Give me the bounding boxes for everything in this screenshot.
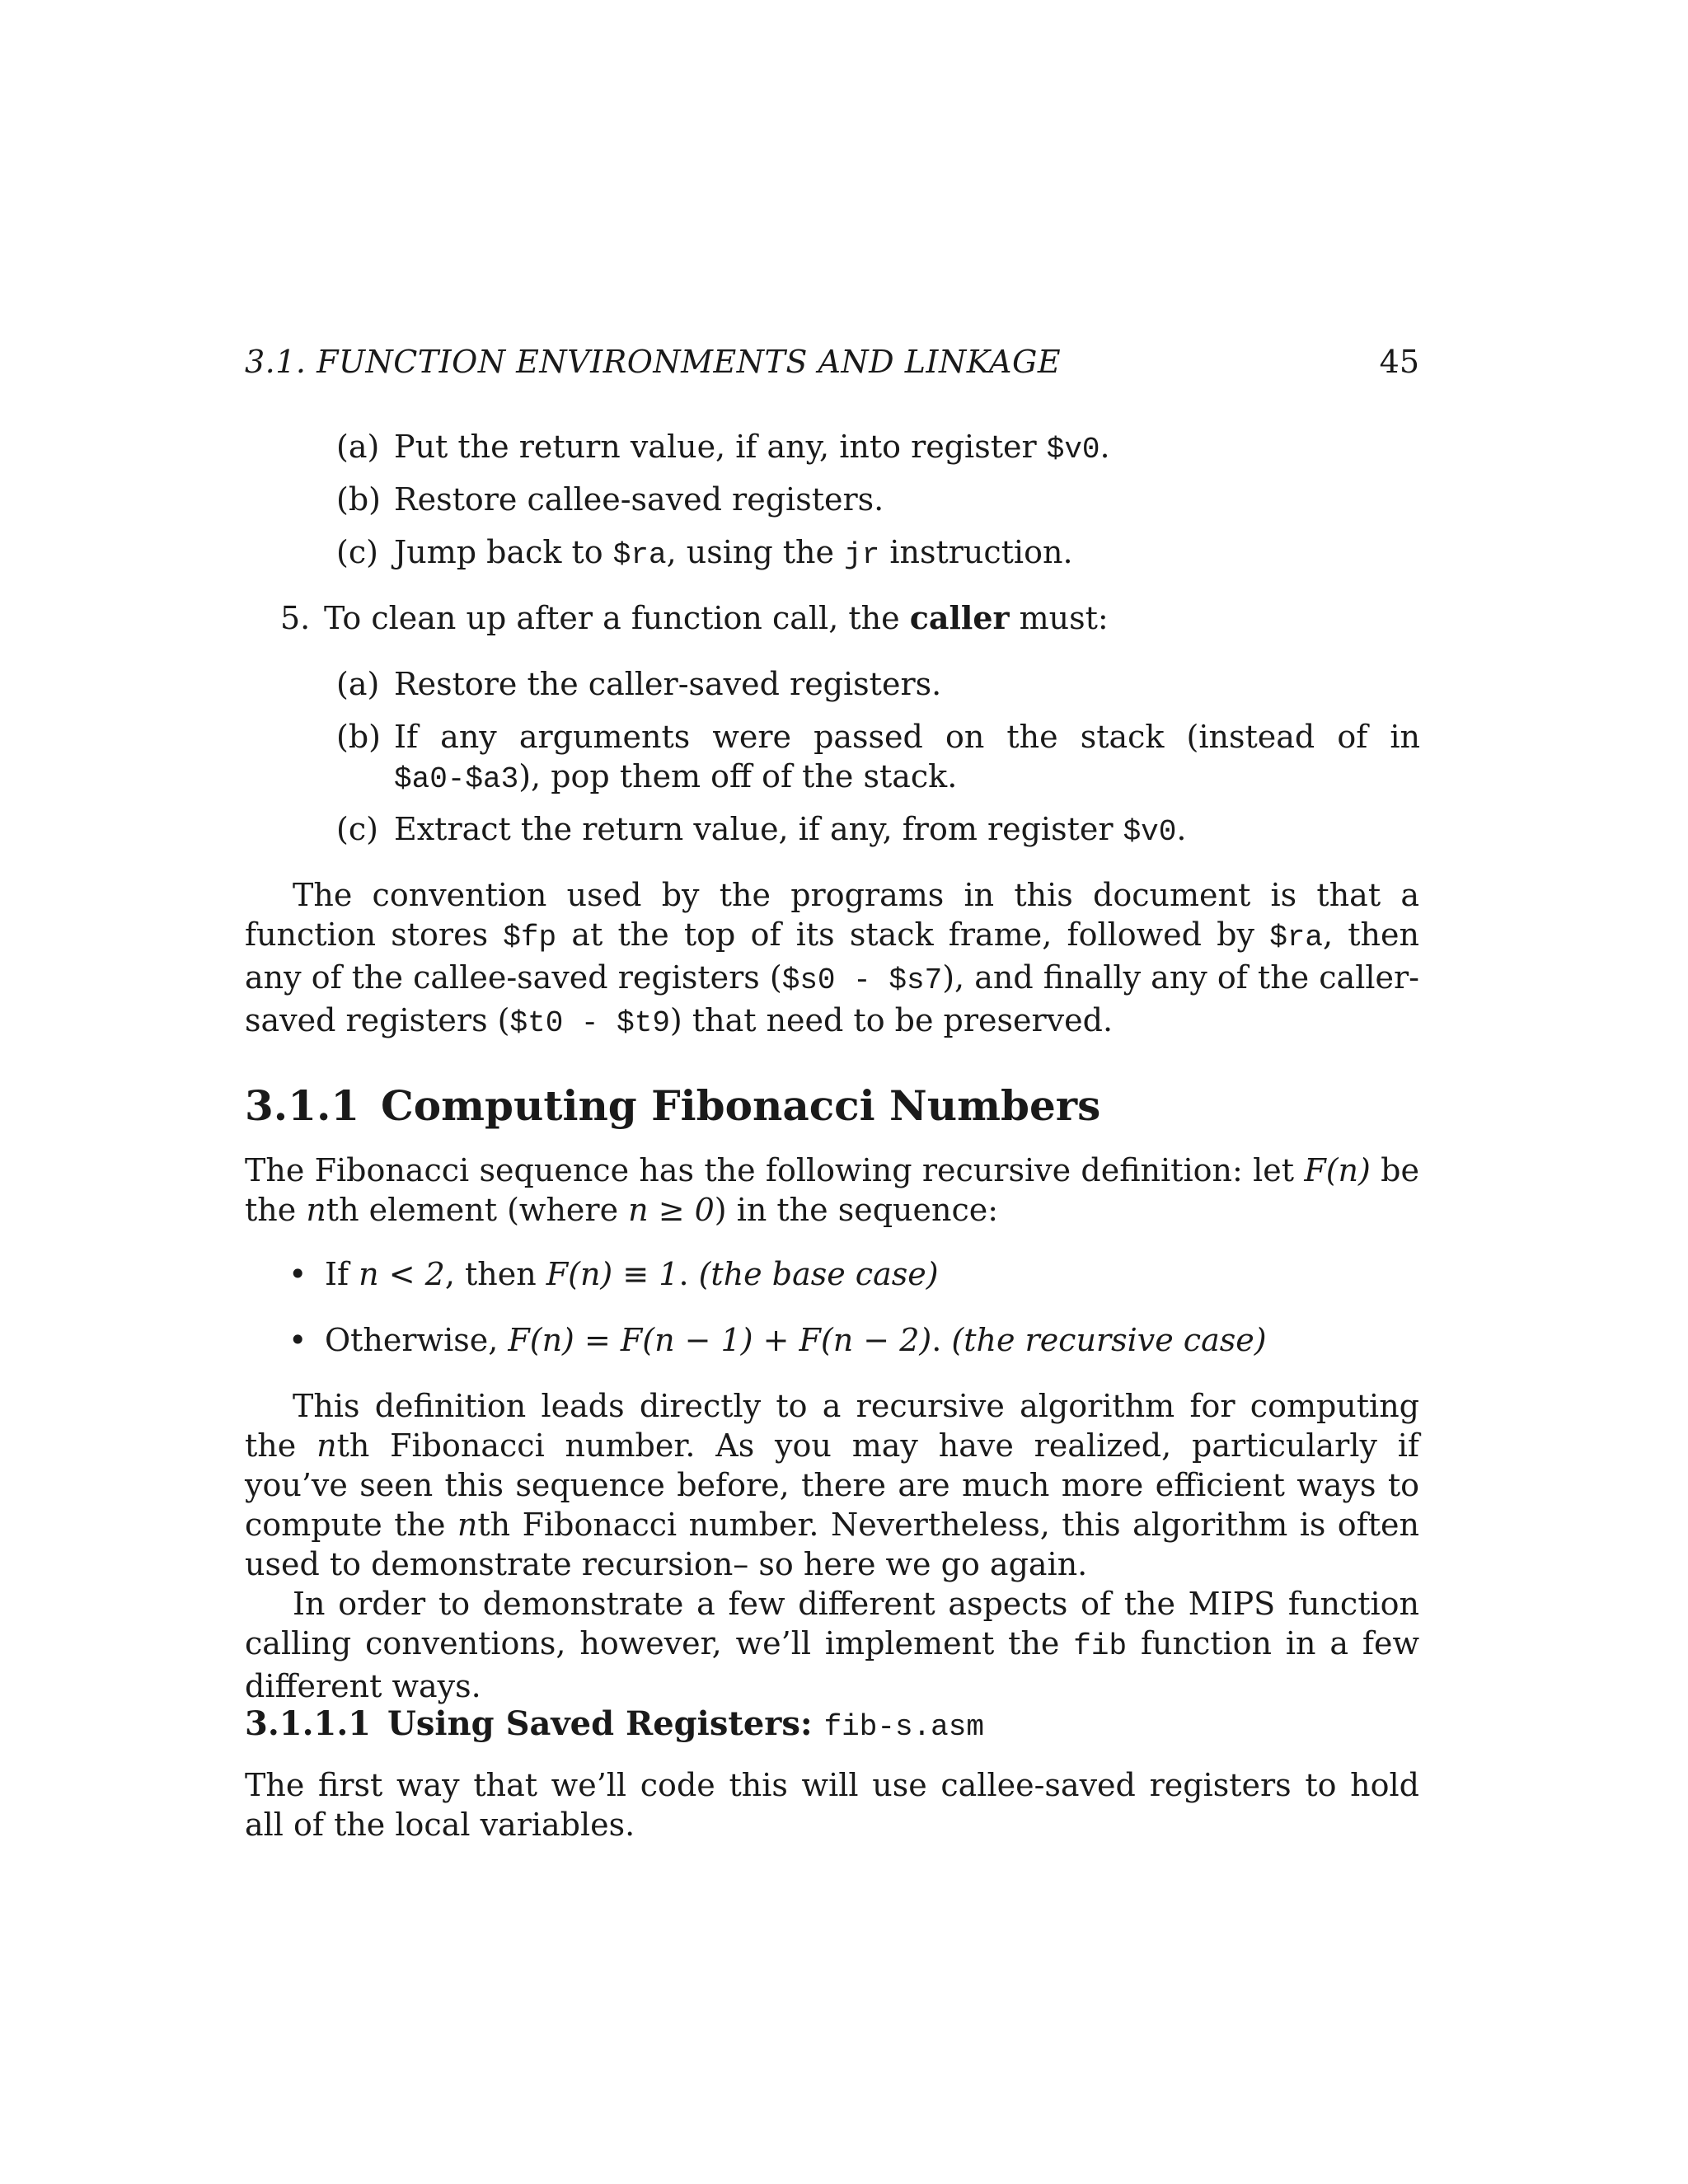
para-text: ) in the sequence: — [714, 1192, 999, 1228]
subsection-title: Using Saved Registers: — [387, 1704, 824, 1743]
inline-code: $a0-$a3 — [394, 762, 519, 796]
para-text: ) that need to be preserved. — [669, 1002, 1114, 1038]
list-item — [336, 664, 1420, 704]
enum-item-5 — [280, 598, 1418, 638]
list-label: (b) — [336, 719, 381, 755]
list-label: (a) — [336, 429, 380, 465]
para-text: ), and finally any of the caller-saved registers ( — [245, 959, 1419, 1038]
enum-text: must: — [1009, 600, 1109, 636]
bullet-icon: • — [288, 1322, 307, 1358]
math: n — [306, 1192, 326, 1228]
list-text: Put the return value, if any, into register — [394, 429, 1047, 465]
para-text: th element (where — [326, 1192, 629, 1228]
list-text: instruction. — [879, 534, 1073, 570]
bullet-note: (the recursive case) — [951, 1322, 1267, 1358]
bullet-text: Otherwise, — [325, 1322, 509, 1358]
math: F(n) ≡ 1 — [546, 1256, 679, 1292]
inline-code: $t0 - $t9 — [509, 1006, 670, 1040]
inline-code: fib — [1073, 1629, 1128, 1663]
math: n ≥ 0 — [628, 1192, 715, 1228]
page-number: 45 — [1379, 344, 1419, 380]
para-text: function in a few different ways. — [245, 1625, 1419, 1704]
subsection-code: fib-s.asm — [823, 1710, 984, 1744]
math: F(n) — [1304, 1152, 1371, 1188]
running-head — [245, 342, 1419, 382]
running-head-section: 3.1. FUNCTION ENVIRONMENTS AND LINKAGE — [245, 344, 1062, 380]
list-label: (b) — [336, 481, 381, 518]
enum-text: To clean up after a function call, the — [324, 600, 910, 636]
para-text: th Fibonacci number. As you may have realized, particularly if you’ve seen this sequence before, there are much more efficient ways to compute the — [245, 1427, 1419, 1543]
list-item — [336, 809, 1420, 852]
list-text: Extract the return value, if any, from register — [394, 811, 1123, 847]
fib-intro-paragraph — [245, 1151, 1419, 1230]
inline-code: jr — [844, 538, 880, 572]
enum-label: 5. — [280, 600, 311, 636]
list-text: ), pop them off of the stack. — [518, 758, 958, 794]
list-text: Restore the caller-saved registers. — [394, 666, 942, 702]
inline-code: $fp — [503, 921, 557, 954]
inline-code: $v0 — [1123, 815, 1177, 849]
bullet-text: . — [931, 1322, 952, 1358]
list-label: (c) — [336, 811, 378, 847]
subsection-heading — [245, 1704, 1419, 1747]
bold-term: caller — [909, 599, 1010, 636]
bullet-text: , then — [444, 1256, 546, 1292]
inline-code: $v0 — [1046, 433, 1100, 466]
para-text: , then any of the callee-saved registers ( — [245, 916, 1419, 996]
bullet-note: (the base case) — [698, 1256, 939, 1292]
inline-code: $ra — [612, 538, 667, 572]
section-title: Computing Fibonacci Numbers — [381, 1081, 1101, 1130]
list-text: Jump back to — [394, 534, 613, 570]
section-heading — [245, 1081, 1419, 1131]
list-text: . — [1100, 429, 1110, 465]
para-text: This definition leads directly to a recursive algorithm for computing the — [245, 1388, 1419, 1464]
para-text: In order to demonstrate a few different aspects of the MIPS function calling conventions, however, we’ll implement the — [245, 1586, 1419, 1661]
list-item — [336, 427, 1420, 470]
list-text: If any arguments were passed on the stack (instead of in — [394, 719, 1420, 755]
list-label: (a) — [336, 666, 380, 702]
inline-code: $s0 - $s7 — [781, 963, 943, 997]
algorithm-paragraph — [245, 1386, 1419, 1584]
para-text: The convention used by the programs in this document is that a function stores — [245, 877, 1419, 953]
bullet-icon: • — [288, 1256, 307, 1292]
list-item — [336, 532, 1420, 575]
para-text: at the top of its stack frame, followed by — [556, 916, 1270, 953]
math: n — [457, 1507, 478, 1543]
para-text: th Fibonacci number. Nevertheless, this algorithm is often used to demonstrate recursion– so here we go again. — [245, 1507, 1419, 1582]
list-item — [336, 717, 1420, 799]
list-text: Restore callee-saved registers. — [394, 481, 884, 518]
order-paragraph — [245, 1584, 1419, 1706]
para-text: The Fibonacci sequence has the following recursive definition: let — [245, 1152, 1305, 1188]
bullet-text: . — [678, 1256, 699, 1292]
para-text: be the — [245, 1152, 1419, 1228]
subsection-number: 3.1.1.1 — [245, 1704, 372, 1743]
final-paragraph: The first way that we’ll code this will use callee-saved registers to hold all of the local variables. — [245, 1767, 1419, 1843]
bullet-text: If — [325, 1256, 359, 1292]
list-label: (c) — [336, 534, 378, 570]
math: n — [316, 1427, 337, 1464]
math: n < 2 — [359, 1256, 445, 1292]
inline-code: $ra — [1269, 921, 1323, 954]
section-number: 3.1.1 — [245, 1081, 360, 1130]
list-item — [336, 480, 1420, 519]
bullet-item — [288, 1320, 1418, 1360]
bullet-item — [288, 1254, 1418, 1294]
math: F(n) = F(n − 1) + F(n − 2) — [508, 1322, 932, 1358]
convention-paragraph — [245, 875, 1419, 1043]
list-text: , using the — [666, 534, 845, 570]
list-text: . — [1176, 811, 1187, 847]
